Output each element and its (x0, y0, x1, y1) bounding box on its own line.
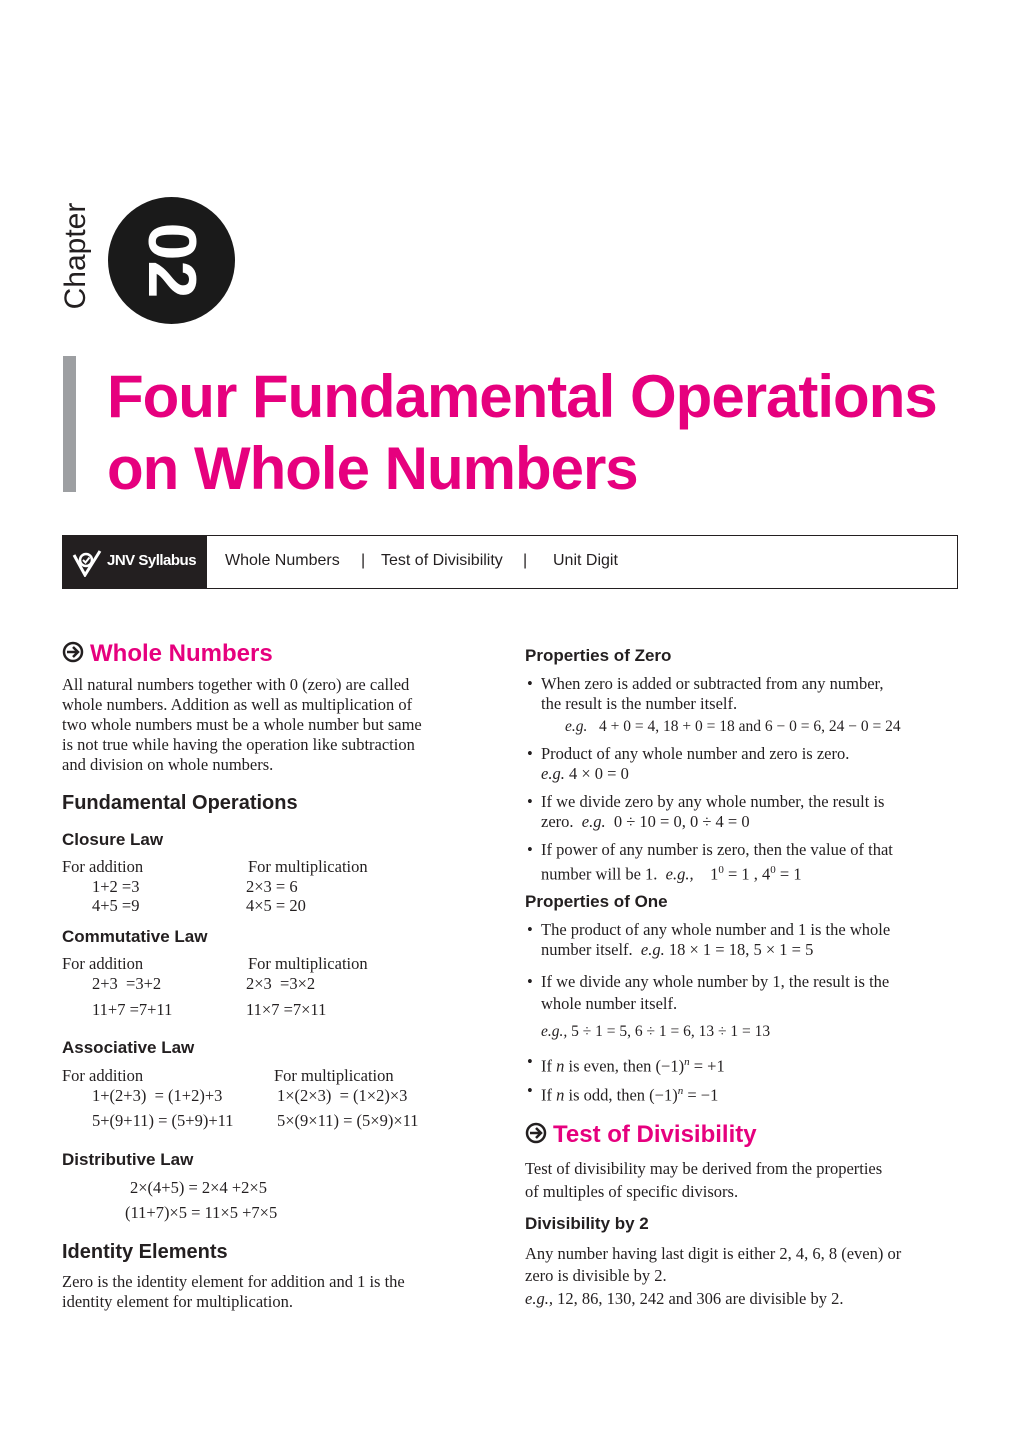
arrow-circle-icon (62, 641, 84, 663)
syllabus-item-unit-digit: Unit Digit (553, 552, 618, 569)
heading-commutative-law: Commutative Law (62, 927, 208, 946)
one-bullet: • The product of any whole number and 1 is the whole number itself. e.g. 18 × 1 = 18, 5 × 1 = 5 (527, 920, 891, 959)
title-accent-bar (63, 356, 76, 492)
associative-mul-example: 1×(2×3) = (1×2)×3 (277, 1086, 408, 1105)
heading-divisibility-by-2: Divisibility by 2 (525, 1214, 649, 1233)
syllabus-badge-label: JNV Syllabus (107, 552, 197, 569)
syllabus-item-whole-numbers: Whole Numbers (225, 552, 340, 569)
associative-add-example: 5+(9+11) = (5+9)+11 (92, 1111, 234, 1130)
whole-numbers-paragraph: All natural numbers together with 0 (zero) are called whole numbers. Addition as well as multiplication of two whole numbers must be a whole number but same is not true while having the operation like subtraction and division on whole numbers. (62, 675, 422, 774)
associative-multiplication-label: For multiplication (274, 1066, 394, 1085)
syllabus-badge (63, 536, 207, 588)
page-title-line1: Four Fundamental Operations (107, 363, 937, 430)
chapter-number-badge (108, 197, 235, 324)
section-heading-test-of-divisibility: Test of Divisibility (525, 1121, 757, 1149)
arrow-circle-icon (525, 1122, 547, 1144)
associative-mul-example: 5×(9×11) = (5×9)×11 (277, 1111, 419, 1130)
page-title-line2: on Whole Numbers (107, 435, 638, 502)
commutative-mul-example: 11×7 =7×11 (246, 1000, 327, 1019)
zero-example: e.g. 4 + 0 = 4, 18 + 0 = 18 and 6 − 0 = 6, 24 − 0 = 24 (565, 718, 901, 735)
commutative-add-example: 11+7 =7+11 (92, 1000, 173, 1019)
zero-bullet: • When zero is added or subtracted from any number, the result is the number itself. (527, 674, 884, 713)
syllabus-separator: | (523, 552, 528, 569)
heading-associative-law: Associative Law (62, 1038, 195, 1057)
syllabus-strip (62, 535, 958, 589)
divisibility-paragraph: Test of divisibility may be derived from the properties of multiples of specific divisors. (525, 1159, 883, 1201)
zero-bullet: • If we divide zero by any whole number, the result is zero. e.g. 0 ÷ 10 = 0, 0 ÷ 4 = 0 (527, 792, 885, 831)
heading-distributive-law: Distributive Law (62, 1150, 194, 1169)
checkmark-logo-icon (72, 549, 102, 577)
heading-properties-of-zero: Properties of Zero (525, 646, 672, 665)
distributive-example: 2×(4+5) = 2×4 +2×5 (130, 1178, 267, 1197)
commutative-multiplication-label: For multiplication (248, 954, 368, 973)
one-example: e.g., 5 ÷ 1 = 5, 6 ÷ 1 = 6, 13 ÷ 1 = 13 (541, 1023, 771, 1040)
heading-identity-elements: Identity Elements (62, 1241, 228, 1263)
heading-properties-of-one: Properties of One (525, 892, 668, 911)
one-bullet: • If n is odd, then $(-1)^n = -1$ (527, 1081, 719, 1105)
closure-add-example: 1+2 =3 (92, 877, 140, 896)
chapter-label: Chapter (59, 202, 92, 310)
identity-paragraph: Zero is the identity element for addition and 1 is the identity element for multiplication. (62, 1272, 405, 1311)
associative-add-example: 1+(2+3) = (1+2)+3 (92, 1086, 223, 1105)
heading-fundamental-operations: Fundamental Operations (62, 792, 298, 814)
divisibility-by-2-paragraph: Any number having last digit is either 2, 4, 6, 8 (even) or zero is divisible by 2. (525, 1244, 902, 1285)
closure-mul-example: 2×3 = 6 (246, 877, 298, 896)
closure-add-example: 4+5 =9 (92, 896, 140, 915)
commutative-addition-label: For addition (62, 954, 144, 973)
zero-bullet: • If power of any number is zero, then the value of that number will be 1. e.g., $1^0 = 1$ , $4^0 = 1$ (527, 840, 893, 884)
divisibility-by-2-example: e.g., 12, 86, 130, 242 and 306 are divisible by 2. (525, 1289, 844, 1308)
heading-closure-law: Closure Law (62, 830, 164, 849)
one-bullet: • If n is even, then $(-1)^n = +1$ (527, 1052, 725, 1076)
closure-addition-label: For addition (62, 857, 144, 876)
closure-multiplication-label: For multiplication (248, 857, 368, 876)
one-bullet: • If we divide any whole number by 1, the result is the whole number itself. (527, 972, 890, 1013)
distributive-example: (11+7)×5 = 11×5 +7×5 (125, 1203, 278, 1222)
chapter-number: 02 (134, 222, 210, 299)
closure-mul-example: 4×5 = 20 (246, 896, 306, 915)
syllabus-item-divisibility: Test of Divisibility (381, 552, 503, 569)
commutative-add-example: 2+3 =3+2 (92, 974, 162, 993)
syllabus-separator: | (361, 552, 366, 569)
associative-addition-label: For addition (62, 1066, 144, 1085)
zero-bullet: • Product of any whole number and zero is zero. e.g. 4 × 0 = 0 (527, 744, 850, 783)
section-heading-whole-numbers: Whole Numbers (62, 640, 273, 668)
commutative-mul-example: 2×3 =3×2 (246, 974, 316, 993)
